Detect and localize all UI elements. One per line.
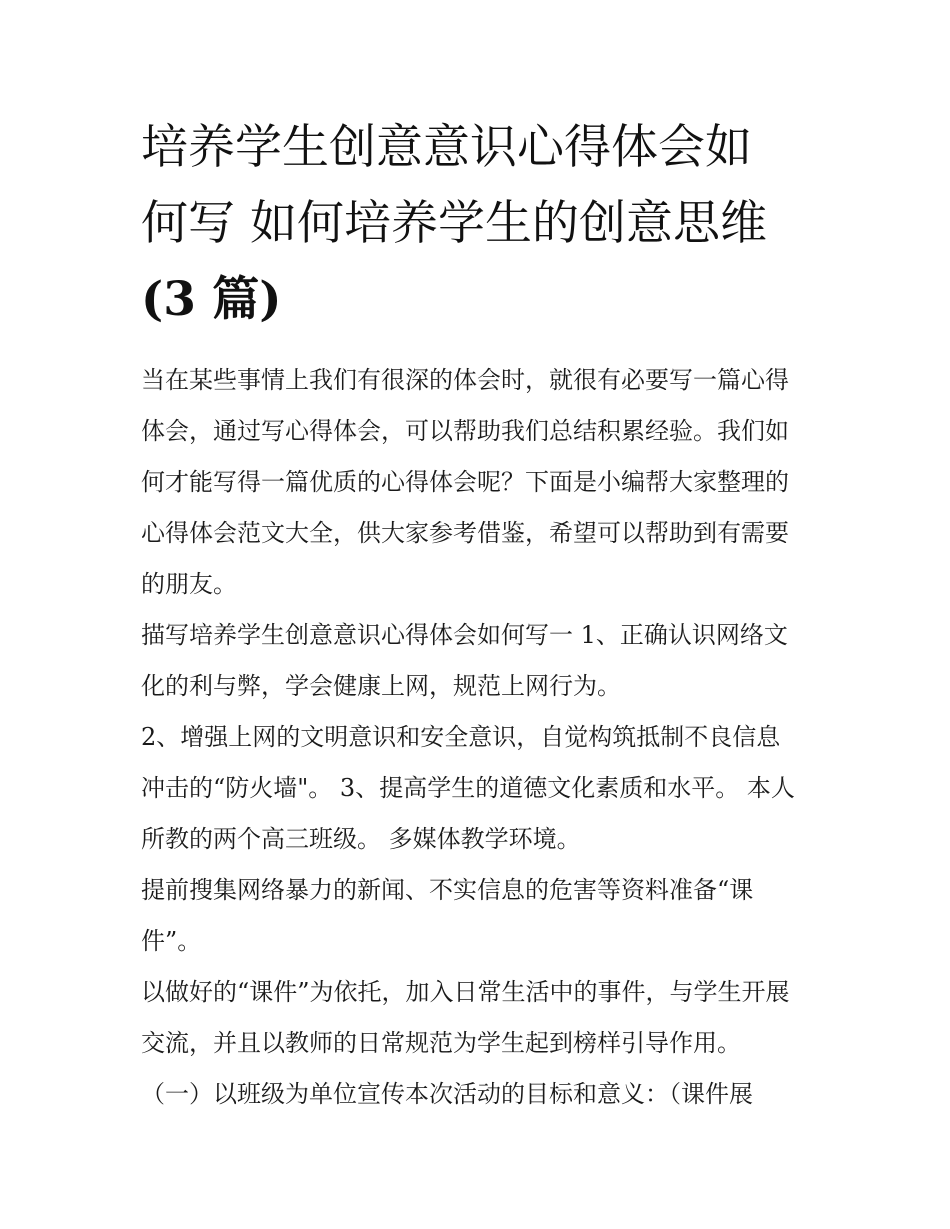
paragraph-line: 交流，并且以教师的日常规范为学生起到榜样引导作用。 xyxy=(141,1029,741,1057)
paragraph-method xyxy=(141,967,821,1069)
paragraph-line: 2、增强上网的文明意识和安全意识，自觉构筑抵制不良信息 xyxy=(141,723,781,751)
paragraph-step-one xyxy=(141,1069,821,1120)
paragraph-section-one xyxy=(141,610,821,712)
paragraph-line: 件”。 xyxy=(141,927,202,955)
paragraph-line: 化的利与弊，学会健康上网，规范上网行为。 xyxy=(141,672,621,700)
document-title xyxy=(141,110,821,338)
title-line-1: 培养学生创意意识心得体会如 xyxy=(141,120,752,175)
title-line-3: (3 篇) xyxy=(141,272,282,327)
paragraph-line: 以做好的“课件”为依托，加入日常生活中的事件，与学生开展 xyxy=(141,978,790,1006)
paragraph-line: 当在某些事情上我们有很深的体会时，就很有必要写一篇心得 xyxy=(141,366,789,394)
paragraph-line: 所教的两个高三班级。 多媒体教学环境。 xyxy=(141,825,581,853)
paragraph-line: 冲击的“防火墙"。 3、提高学生的道德文化素质和水平。 本人 xyxy=(141,774,795,802)
paragraph-goals xyxy=(141,712,821,865)
paragraph-intro xyxy=(141,355,821,610)
paragraph-line: 的朋友。 xyxy=(141,570,237,598)
title-line-2: 何写 如何培养学生的创意思维 xyxy=(141,196,767,251)
paragraph-line: 心得体会范文大全，供大家参考借鉴，希望可以帮助到有需要 xyxy=(141,519,789,547)
document-body xyxy=(141,355,821,1120)
paragraph-line: 提前搜集网络暴力的新闻、不实信息的危害等资料准备“课 xyxy=(141,876,754,904)
paragraph-line: 描写培养学生创意意识心得体会如何写一 1、正确认识网络文 xyxy=(141,621,788,649)
paragraph-preparation xyxy=(141,865,821,967)
paragraph-line: 体会，通过写心得体会，可以帮助我们总结积累经验。我们如 xyxy=(141,417,789,445)
paragraph-line: （一）以班级为单位宣传本次活动的目标和意义：（课件展 xyxy=(141,1080,753,1108)
paragraph-line: 何才能写得一篇优质的心得体会呢？下面是小编帮大家整理的 xyxy=(141,468,789,496)
